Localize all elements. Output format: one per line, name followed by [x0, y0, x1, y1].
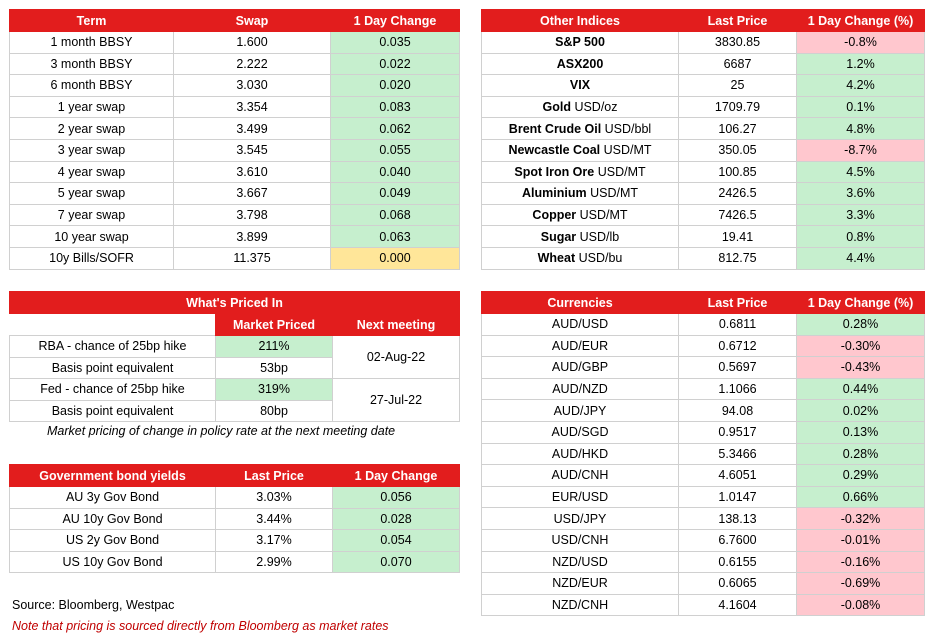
swap-change: 0.062 — [331, 118, 460, 140]
priced-table — [9, 291, 460, 422]
priced-header-blank — [10, 314, 216, 336]
currency-header-pair: Currencies — [482, 292, 679, 314]
currency-row — [482, 443, 925, 465]
bond-name: AU 10y Gov Bond — [10, 508, 216, 530]
priced-label: RBA - chance of 25bp hike — [10, 336, 216, 358]
swap-table — [9, 9, 460, 270]
priced-header-row — [10, 314, 460, 336]
currency-table — [481, 291, 925, 616]
bond-change: 0.056 — [333, 487, 460, 509]
bond-row — [10, 508, 460, 530]
index-unit: USD/MT — [590, 186, 638, 201]
currency-row — [482, 573, 925, 595]
currency-row — [482, 508, 925, 530]
bond-price: 3.03% — [216, 487, 333, 509]
index-change: 4.8% — [797, 118, 925, 140]
index-price: 7426.5 — [679, 204, 797, 226]
index-price: 106.27 — [679, 118, 797, 140]
indices-header-price: Last Price — [679, 10, 797, 32]
index-name-cell — [482, 118, 679, 140]
bond-header-change: 1 Day Change — [333, 465, 460, 487]
swap-rate: 1.600 — [174, 32, 331, 54]
swap-term: 1 year swap — [10, 96, 174, 118]
bond-header-row — [10, 465, 460, 487]
currency-change: -0.01% — [797, 529, 925, 551]
currency-row — [482, 465, 925, 487]
index-change: 0.8% — [797, 226, 925, 248]
index-change: 4.2% — [797, 75, 925, 97]
swap-rate: 11.375 — [174, 247, 331, 269]
currency-pair: AUD/SGD — [482, 421, 679, 443]
bond-table — [9, 464, 460, 573]
swap-change: 0.020 — [331, 75, 460, 97]
index-name: Wheat — [537, 251, 576, 266]
swap-change: 0.049 — [331, 183, 460, 205]
index-row — [482, 118, 925, 140]
index-name: Newcastle Coal — [508, 143, 601, 158]
swap-rate: 2.222 — [174, 53, 331, 75]
swap-row — [10, 96, 460, 118]
priced-header-meeting: Next meeting — [333, 314, 460, 336]
swap-header-swap: Swap — [174, 10, 331, 32]
currency-change: 0.44% — [797, 378, 925, 400]
index-price: 812.75 — [679, 247, 797, 269]
swap-row — [10, 204, 460, 226]
currency-row — [482, 400, 925, 422]
priced-value: 80bp — [216, 400, 333, 422]
index-change: -0.8% — [797, 32, 925, 54]
swap-change: 0.068 — [331, 204, 460, 226]
source-text: Source: Bloomberg, Westpac — [12, 598, 175, 612]
swap-rate: 3.899 — [174, 226, 331, 248]
swap-change: 0.055 — [331, 139, 460, 161]
currency-change: 0.66% — [797, 486, 925, 508]
currency-pair: AUD/NZD — [482, 378, 679, 400]
currency-price: 138.13 — [679, 508, 797, 530]
index-change: -8.7% — [797, 139, 925, 161]
index-unit: USD/oz — [574, 100, 618, 115]
swap-term: 7 year swap — [10, 204, 174, 226]
index-change: 3.6% — [797, 183, 925, 205]
currency-price: 4.1604 — [679, 594, 797, 616]
index-price: 350.05 — [679, 139, 797, 161]
index-name-cell — [482, 247, 679, 269]
priced-row — [10, 379, 460, 401]
bond-change: 0.028 — [333, 508, 460, 530]
bond-row — [10, 487, 460, 509]
bond-header-price: Last Price — [216, 465, 333, 487]
swap-rate: 3.667 — [174, 183, 331, 205]
priced-value: 319% — [216, 379, 333, 401]
swap-term: 3 year swap — [10, 139, 174, 161]
currency-header-price: Last Price — [679, 292, 797, 314]
bond-name: US 2y Gov Bond — [10, 530, 216, 552]
priced-note: Market pricing of change in policy rate at the next meeting date — [47, 424, 396, 438]
swap-header-change: 1 Day Change — [331, 10, 460, 32]
currency-pair: AUD/JPY — [482, 400, 679, 422]
swap-term: 10 year swap — [10, 226, 174, 248]
priced-title-row — [10, 292, 460, 314]
swap-rate: 3.798 — [174, 204, 331, 226]
priced-row — [10, 336, 460, 358]
priced-value: 53bp — [216, 357, 333, 379]
currency-change: 0.13% — [797, 421, 925, 443]
index-name: VIX — [569, 78, 591, 93]
priced-title: What's Priced In — [10, 292, 460, 314]
currency-pair: NZD/USD — [482, 551, 679, 573]
bond-name: AU 3y Gov Bond — [10, 487, 216, 509]
swap-row — [10, 32, 460, 54]
index-name-cell — [482, 161, 679, 183]
currency-price: 0.6065 — [679, 573, 797, 595]
index-name-cell — [482, 75, 679, 97]
swap-term: 10y Bills/SOFR — [10, 247, 174, 269]
currency-pair: EUR/USD — [482, 486, 679, 508]
currency-price: 94.08 — [679, 400, 797, 422]
swap-change: 0.035 — [331, 32, 460, 54]
priced-header-market: Market Priced — [216, 314, 333, 336]
priced-label: Basis point equivalent — [10, 357, 216, 379]
swap-rate: 3.354 — [174, 96, 331, 118]
bond-name: US 10y Gov Bond — [10, 551, 216, 573]
currency-price: 0.9517 — [679, 421, 797, 443]
currency-row — [482, 551, 925, 573]
currency-pair: USD/CNH — [482, 529, 679, 551]
index-name-cell — [482, 96, 679, 118]
currency-price: 4.6051 — [679, 465, 797, 487]
swap-row — [10, 139, 460, 161]
index-name: ASX200 — [556, 56, 604, 71]
currency-pair: NZD/CNH — [482, 594, 679, 616]
index-price: 2426.5 — [679, 183, 797, 205]
swap-rate: 3.030 — [174, 75, 331, 97]
priced-value: 211% — [216, 336, 333, 358]
currency-change: -0.69% — [797, 573, 925, 595]
priced-meeting-date: 27-Jul-22 — [333, 379, 460, 422]
swap-rate: 3.610 — [174, 161, 331, 183]
currency-change: -0.32% — [797, 508, 925, 530]
swap-row — [10, 75, 460, 97]
bond-row — [10, 530, 460, 552]
index-name: Aluminium — [522, 186, 587, 201]
index-name-cell — [482, 139, 679, 161]
index-name: S&P 500 — [555, 35, 605, 50]
bond-header-name: Government bond yields — [10, 465, 216, 487]
index-row — [482, 226, 925, 248]
index-price: 3830.85 — [679, 32, 797, 54]
swap-row — [10, 161, 460, 183]
currency-row — [482, 378, 925, 400]
currency-pair: AUD/CNH — [482, 465, 679, 487]
swap-change: 0.083 — [331, 96, 460, 118]
index-price: 25 — [679, 75, 797, 97]
footer-note: Note that pricing is sourced directly from Bloomberg as market rates — [12, 619, 389, 633]
currency-price: 6.7600 — [679, 529, 797, 551]
priced-label: Basis point equivalent — [10, 400, 216, 422]
index-change: 0.1% — [797, 96, 925, 118]
index-price: 100.85 — [679, 161, 797, 183]
swap-header-term: Term — [10, 10, 174, 32]
index-change: 4.4% — [797, 247, 925, 269]
index-row — [482, 247, 925, 269]
currency-change: 0.02% — [797, 400, 925, 422]
currency-row — [482, 335, 925, 357]
index-unit: USD/bbl — [604, 121, 652, 136]
swap-term: 3 month BBSY — [10, 53, 174, 75]
index-change: 1.2% — [797, 53, 925, 75]
currency-price: 0.6155 — [679, 551, 797, 573]
currency-pair: USD/JPY — [482, 508, 679, 530]
swap-row — [10, 247, 460, 269]
indices-header-row — [482, 10, 925, 32]
currency-price: 5.3466 — [679, 443, 797, 465]
swap-row — [10, 53, 460, 75]
index-name-cell — [482, 204, 679, 226]
index-name-cell — [482, 53, 679, 75]
index-row — [482, 183, 925, 205]
index-unit: USD/MT — [597, 164, 646, 179]
currency-change: -0.30% — [797, 335, 925, 357]
index-unit: USD/bu — [578, 251, 623, 266]
bond-change: 0.070 — [333, 551, 460, 573]
currency-pair: AUD/GBP — [482, 357, 679, 379]
index-row — [482, 53, 925, 75]
currency-change: 0.28% — [797, 314, 925, 336]
swap-row — [10, 118, 460, 140]
currency-row — [482, 594, 925, 616]
bond-change: 0.054 — [333, 530, 460, 552]
indices-header-name: Other Indices — [482, 10, 679, 32]
index-name-cell — [482, 226, 679, 248]
swap-change: 0.063 — [331, 226, 460, 248]
indices-table — [481, 9, 925, 270]
swap-rate: 3.545 — [174, 139, 331, 161]
currency-header-row — [482, 292, 925, 314]
priced-label: Fed - chance of 25bp hike — [10, 379, 216, 401]
index-unit: USD/lb — [579, 229, 620, 244]
currency-header-change: 1 Day Change (%) — [797, 292, 925, 314]
currency-change: 0.29% — [797, 465, 925, 487]
currency-change: -0.08% — [797, 594, 925, 616]
swap-row — [10, 226, 460, 248]
currency-price: 0.6811 — [679, 314, 797, 336]
currency-row — [482, 314, 925, 336]
swap-change: 0.000 — [331, 247, 460, 269]
index-price: 19.41 — [679, 226, 797, 248]
swap-row — [10, 183, 460, 205]
bond-price: 3.17% — [216, 530, 333, 552]
index-price: 6687 — [679, 53, 797, 75]
currency-change: -0.43% — [797, 357, 925, 379]
swap-change: 0.022 — [331, 53, 460, 75]
currency-price: 1.0147 — [679, 486, 797, 508]
bond-price: 2.99% — [216, 551, 333, 573]
swap-header-row — [10, 10, 460, 32]
currency-price: 0.6712 — [679, 335, 797, 357]
currency-pair: AUD/EUR — [482, 335, 679, 357]
bond-price: 3.44% — [216, 508, 333, 530]
index-name-cell — [482, 32, 679, 54]
swap-term: 6 month BBSY — [10, 75, 174, 97]
index-row — [482, 161, 925, 183]
index-price: 1709.79 — [679, 96, 797, 118]
swap-rate: 3.499 — [174, 118, 331, 140]
currency-pair: AUD/HKD — [482, 443, 679, 465]
currency-row — [482, 357, 925, 379]
index-name: Sugar — [540, 229, 577, 244]
currency-row — [482, 529, 925, 551]
indices-header-change: 1 Day Change (%) — [797, 10, 925, 32]
index-row — [482, 75, 925, 97]
index-unit: USD/MT — [579, 208, 628, 223]
index-change: 3.3% — [797, 204, 925, 226]
index-change: 4.5% — [797, 161, 925, 183]
index-name-cell — [482, 183, 679, 205]
currency-price: 0.5697 — [679, 357, 797, 379]
swap-term: 2 year swap — [10, 118, 174, 140]
swap-term: 1 month BBSY — [10, 32, 174, 54]
index-row — [482, 204, 925, 226]
currency-pair: NZD/EUR — [482, 573, 679, 595]
currency-row — [482, 486, 925, 508]
currency-price: 1.1066 — [679, 378, 797, 400]
currency-change: 0.28% — [797, 443, 925, 465]
currency-pair: AUD/USD — [482, 314, 679, 336]
index-name: Spot Iron Ore — [514, 164, 595, 179]
index-unit: USD/MT — [603, 143, 652, 158]
index-name: Copper — [532, 208, 577, 223]
currency-change: -0.16% — [797, 551, 925, 573]
index-row — [482, 139, 925, 161]
index-name: Brent Crude Oil — [508, 121, 602, 136]
swap-term: 4 year swap — [10, 161, 174, 183]
swap-change: 0.040 — [331, 161, 460, 183]
currency-row — [482, 421, 925, 443]
bond-row — [10, 551, 460, 573]
swap-term: 5 year swap — [10, 183, 174, 205]
index-row — [482, 96, 925, 118]
index-row — [482, 32, 925, 54]
priced-meeting-date: 02-Aug-22 — [333, 336, 460, 379]
index-name: Gold — [542, 100, 571, 115]
